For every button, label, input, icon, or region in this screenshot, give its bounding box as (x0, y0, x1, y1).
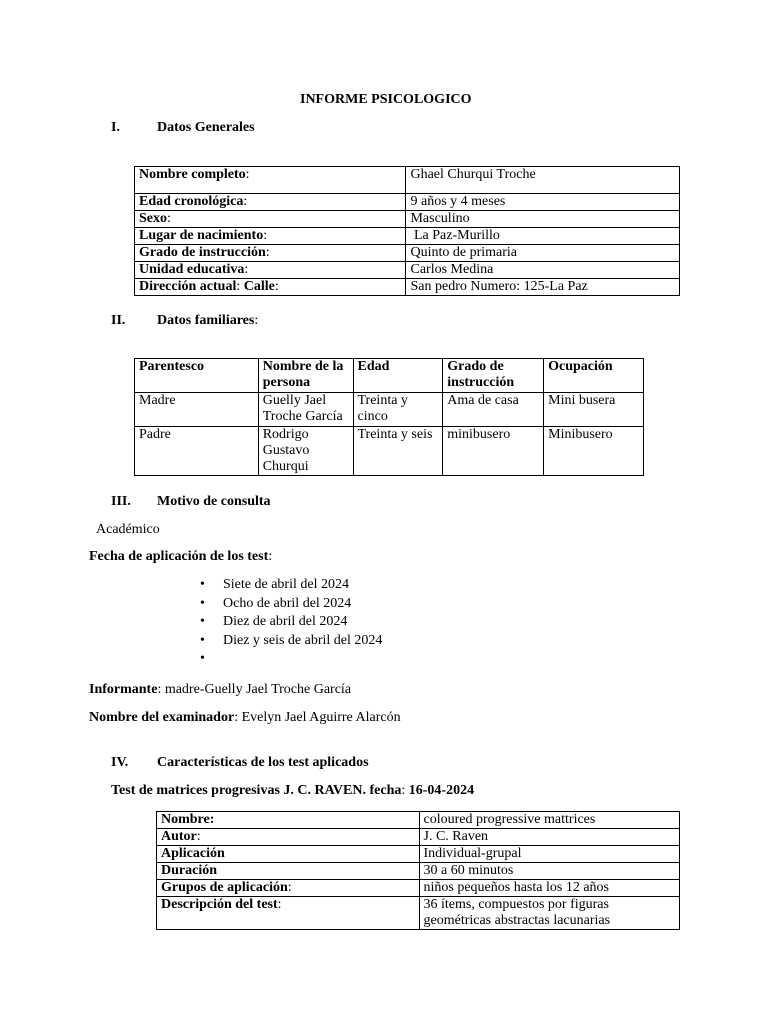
informante-label: Informante (89, 682, 158, 697)
field-label-cell (135, 211, 406, 228)
section-4-number: IV. (111, 755, 129, 770)
table-cell: Minibusero (544, 427, 644, 476)
table-cell: Mini busera (544, 393, 644, 427)
field-value: Ghael Churqui Troche (406, 167, 680, 194)
field-label: Aplicación (161, 846, 225, 861)
test-dates-list (200, 576, 382, 669)
table-row (135, 279, 680, 296)
fecha-heading (89, 549, 272, 566)
column-header: Parentesco (135, 359, 259, 393)
field-value: San pedro Numero: 125-La Paz (406, 279, 680, 296)
column-header: Edad (353, 359, 443, 393)
motivo-text: Académico (96, 522, 160, 537)
table-cell: Treinta y cinco (353, 393, 443, 427)
field-value: La Paz-Murillo (406, 228, 680, 245)
table-row (157, 897, 680, 930)
examinador-line (89, 710, 401, 727)
field-label: Lugar de nacimiento (139, 228, 264, 243)
section-3-number: III. (111, 494, 131, 509)
section-1-number: I. (111, 120, 120, 135)
test-heading-text: Test de matrices progresivas J. C. RAVEN. fecha (111, 783, 402, 798)
table-cell: Treinta y seis (353, 427, 443, 476)
informante-value: : madre-Guelly Jael Troche García (157, 682, 352, 697)
table-row (135, 167, 680, 194)
document-title: INFORME PSICOLOGICO (300, 92, 472, 107)
field-value: 36 ítems, compuestos por figuras geométricas abstractas lacunarias (419, 897, 680, 930)
table-cell: Ama de casa (443, 393, 544, 427)
general-data-table (134, 166, 680, 296)
field-label: Nombre completo (139, 167, 246, 182)
field-label: Edad cronológica (139, 194, 244, 209)
table-row (135, 228, 680, 245)
section-1-title: Datos Generales (157, 120, 255, 135)
table-header-row (135, 359, 644, 393)
field-label-cell (157, 863, 420, 880)
table-row (135, 194, 680, 211)
list-item (200, 613, 382, 632)
field-separator: : (244, 262, 249, 277)
field-separator: : (167, 211, 171, 226)
date-text: Ocho de abril del 2024 (223, 595, 352, 611)
field-label-cell (157, 897, 420, 930)
column-header: Nombre de la persona (258, 359, 353, 393)
section-3-title: Motivo de consulta (157, 494, 271, 509)
field-label-cell (135, 245, 406, 262)
field-label: Sexo (139, 211, 167, 226)
field-value: 30 a 60 minutos (419, 863, 680, 880)
table-row (157, 863, 680, 880)
field-label-street: Calle (243, 279, 275, 294)
informante-line (89, 682, 351, 699)
bullet: • (200, 595, 205, 611)
field-separator: : (287, 880, 292, 895)
field-label: Nombre: (161, 812, 215, 827)
field-label: Grupos de aplicación (161, 880, 288, 895)
field-separator: : (265, 245, 270, 260)
date-text: Diez de abril del 2024 (223, 614, 348, 630)
list-item (200, 632, 382, 651)
field-label-cell (135, 194, 406, 211)
date-text: Diez y seis de abril del 2024 (223, 632, 383, 648)
field-value: Masculino (406, 211, 680, 228)
field-label: Duración (161, 863, 217, 878)
field-value: J. C. Raven (419, 829, 680, 846)
bullet: • (200, 651, 205, 667)
table-row (157, 880, 680, 897)
table-row (157, 829, 680, 846)
field-label-cell (135, 279, 406, 296)
date-text: Siete de abril del 2024 (223, 577, 349, 592)
fecha-separator: : (268, 549, 273, 564)
table-cell: Madre (135, 393, 259, 427)
column-header: Ocupación (544, 359, 644, 393)
test-info-table (156, 811, 680, 930)
table-cell: Padre (135, 427, 259, 476)
test-heading-separator: : (401, 783, 409, 798)
fecha-label: Fecha de aplicación de los test (89, 549, 269, 564)
table-row (157, 846, 680, 863)
test-heading (111, 783, 474, 800)
table-cell: Guelly Jael Troche García (258, 393, 353, 427)
list-item (200, 576, 382, 595)
field-label-cell (157, 880, 420, 897)
table-row (135, 262, 680, 279)
field-value: 9 años y 4 meses (406, 194, 680, 211)
table-cell: Rodrigo Gustavo Churqui (258, 427, 353, 476)
bullet: • (200, 614, 205, 630)
examinador-label: Nombre del examinador (89, 710, 235, 725)
field-label: Grado de instrucción (139, 245, 266, 260)
list-item (200, 595, 382, 614)
table-row (135, 393, 644, 427)
table-row (157, 812, 680, 829)
field-separator: : (196, 829, 201, 844)
field-label-cell (157, 829, 420, 846)
table-row (135, 245, 680, 262)
field-label-cell (157, 812, 420, 829)
field-separator: : (236, 279, 244, 294)
field-value: niños pequeños hasta los 12 años (419, 880, 680, 897)
field-label-cell (135, 167, 406, 194)
field-label: Unidad educativa (139, 262, 245, 277)
section-4-title: Características de los test aplicados (157, 755, 369, 770)
section-2-heading (157, 313, 258, 330)
field-label-cell (135, 228, 406, 245)
field-separator: : (243, 194, 248, 209)
table-cell: minibusero (443, 427, 544, 476)
section-2-separator: : (254, 313, 259, 328)
column-header: Grado de instrucción (443, 359, 544, 393)
list-item (200, 650, 382, 669)
field-label-cell (157, 846, 420, 863)
examinador-value: : Evelyn Jael Aguirre Alarcón (234, 710, 401, 725)
field-separator: : (274, 279, 279, 294)
table-row (135, 211, 680, 228)
field-label: Autor (161, 829, 197, 844)
section-2-number: II. (111, 313, 126, 328)
field-separator: : (263, 228, 268, 243)
section-2-title: Datos familiares (157, 313, 255, 328)
field-value: Carlos Medina (406, 262, 680, 279)
field-separator: : (277, 897, 282, 912)
table-row (135, 427, 644, 476)
field-separator: : (245, 167, 250, 182)
field-label: Descripción del test (161, 897, 278, 912)
field-value: Quinto de primaria (406, 245, 680, 262)
field-value: Individual-grupal (419, 846, 680, 863)
bullet: • (200, 632, 205, 648)
field-label-cell (135, 262, 406, 279)
field-label: Dirección actual (139, 279, 237, 294)
family-data-table (134, 358, 644, 476)
field-value: coloured progressive mattrices (419, 812, 680, 829)
test-date: 16-04-2024 (408, 783, 475, 798)
bullet: • (200, 577, 205, 592)
